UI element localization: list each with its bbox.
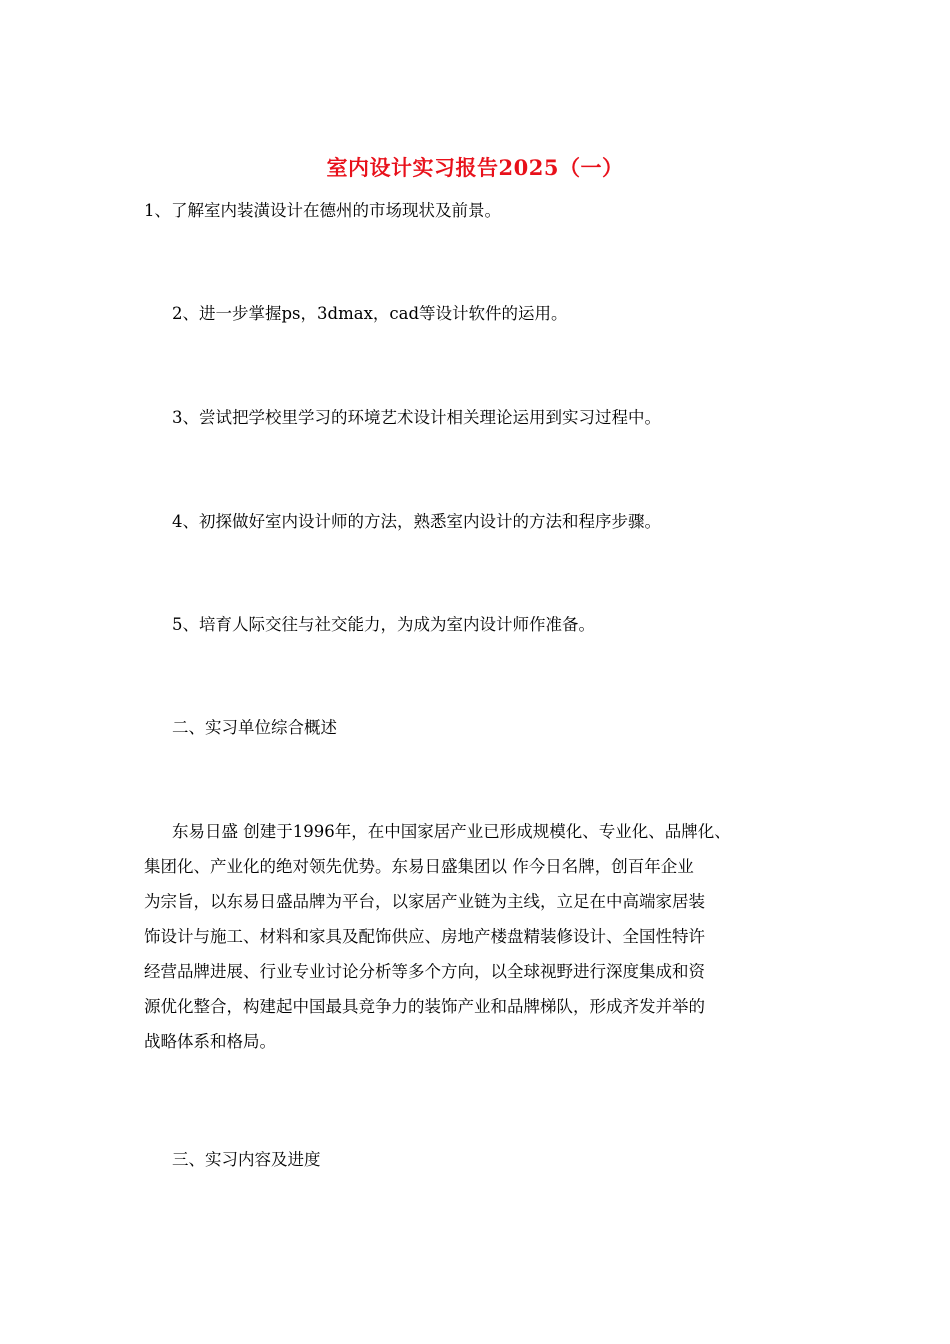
paragraph-line: 饰设计与施工、材料和家具及配饰供应、房地产楼盘精装修设计、全国性特许 <box>144 927 705 946</box>
paragraph-line: 为宗旨，以东易日盛品牌为平台，以家居产业链为主线，立足在中高端家居装 <box>144 892 705 911</box>
objective-item-4: 4、初探做好室内设计师的方法，熟悉室内设计的方法和程序步骤。 <box>172 512 661 531</box>
section-heading-internship-content: 三、实习内容及进度 <box>172 1150 321 1169</box>
document-title: 室内设计实习报告2025（一） <box>326 155 624 180</box>
paragraph-line: 集团化、产业化的绝对领先优势。东易日盛集团以 作今日名牌，创百年企业 <box>144 857 694 876</box>
paragraph-line: 战略体系和格局。 <box>144 1032 276 1051</box>
objective-item-1: 1、了解室内装潢设计在德州的市场现状及前景。 <box>144 201 501 220</box>
paragraph-line: 经营品牌进展、行业专业讨论分析等多个方向，以全球视野进行深度集成和资 <box>144 962 705 981</box>
objective-item-5: 5、培育人际交往与社交能力，为成为室内设计师作准备。 <box>172 615 595 634</box>
paragraph-line: 东易日盛 创建于1996年，在中国家居产业已形成规模化、专业化、品牌化、 <box>172 822 731 841</box>
objective-item-3: 3、尝试把学校里学习的环境艺术设计相关理论运用到实习过程中。 <box>172 408 661 427</box>
objective-item-2: 2、进一步掌握ps，3dmax，cad等设计软件的运用。 <box>172 304 568 323</box>
section-heading-company-overview: 二、实习单位综合概述 <box>172 718 337 737</box>
paragraph-line: 源优化整合，构建起中国最具竞争力的装饰产业和品牌梯队，形成齐发并举的 <box>144 997 705 1016</box>
